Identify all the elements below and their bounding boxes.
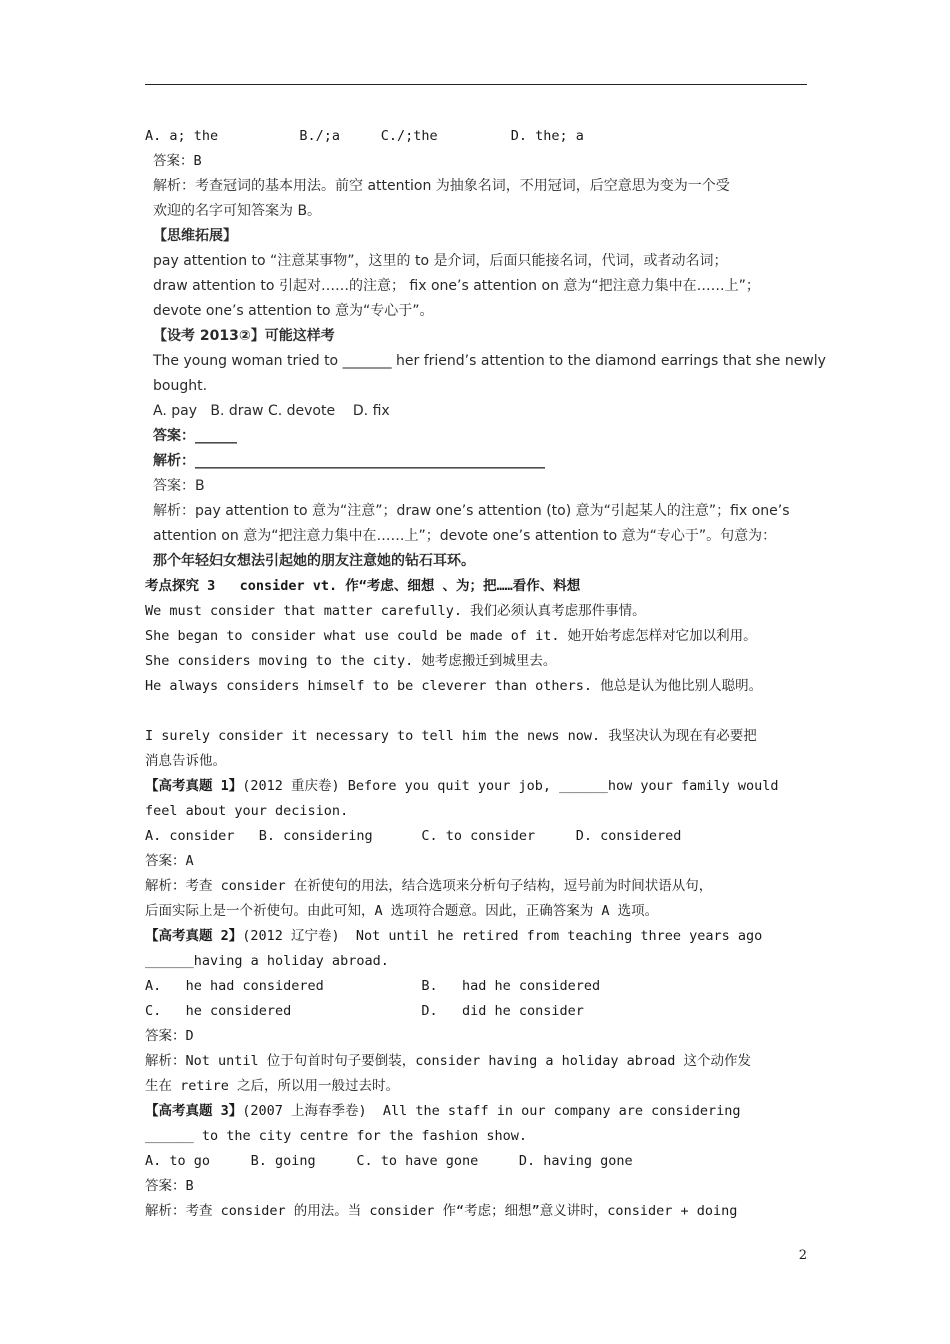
analysis-line: 解析：考查冠词的基本用法。前空 attention 为抽象名词，不用冠词，后空意思为变为一个受 [153, 178, 730, 194]
example-sentence: 消息告诉他。 [145, 753, 226, 769]
answer-line: 答案：B [153, 153, 202, 169]
answer-options: C. he considered D. did he consider [145, 1003, 584, 1019]
exam-question-label: 【高考真题 3】 [145, 1103, 243, 1119]
example-sentence: He always considers himself to be cleverer than others. 他总是认为他比别人聪明。 [145, 678, 763, 694]
analysis-blank: 解析：__________________________________________________ [153, 453, 545, 469]
blank-line [145, 699, 810, 724]
exam-question-text: (2007 上海春季卷) All the staff in our company are considering [242, 1103, 741, 1119]
analysis-line: 解析：考查 consider 在祈使句的用法，结合选项来分析句子结构，逗号前为时间状语从句， [145, 878, 713, 894]
example-sentence: I surely consider it necessary to tell him the news now. 我坚决认为现在有必要把 [145, 728, 757, 744]
exam-question-text: (2012 重庆卷) Before you quit your job, ______how your family would [242, 778, 779, 794]
extension-line: devote one’s attention to 意为“专心于”。 [153, 303, 434, 319]
exam-question [145, 924, 810, 949]
example-sentence: We must consider that matter carefully. 我们必须认真考虑那件事情。 [145, 603, 646, 619]
example-sentence: She began to consider what use could be made of it. 她开始考虑怎样对它加以利用。 [145, 628, 757, 644]
answer-options: A. pay B. draw C. devote D. fix [153, 403, 390, 419]
analysis-line: 解析：pay attention to 意为“注意”；draw one’s attention (to) 意为“引起某人的注意”；fix one’s [153, 503, 790, 519]
example-sentence: She considers moving to the city. 她考虑搬迁到城里去。 [145, 653, 557, 669]
section-heading: 【设考 2013②】可能这样考 [153, 328, 335, 344]
section-heading: 【思维拓展】 [153, 228, 237, 244]
question-line: The young woman tried to _______ her friend’s attention to the diamond earrings that she newly [153, 353, 826, 369]
section-heading: 考点探究 3 consider vt. 作“考虑、细想 、为；把……看作、料想 [145, 578, 581, 594]
extension-line: pay attention to “注意某事物”，这里的 to 是介词，后面只能接名词，代词，或者动名词； [153, 253, 728, 269]
answer-line: 答案：B [145, 1178, 194, 1194]
analysis-line: 生在 retire 之后，所以用一般过去时。 [145, 1078, 400, 1094]
question-line: bought. [153, 378, 208, 394]
page-number: 2 [798, 1248, 807, 1263]
exam-question-text: (2012 辽宁卷) Not until he retired from teaching three years ago [242, 928, 763, 944]
answer-line: 答案：A [145, 853, 194, 869]
exam-question-text: ______ to the city centre for the fashion show. [145, 1128, 528, 1144]
document-body [145, 124, 826, 1224]
answer-options: A. consider B. considering C. to consider D. considered [145, 828, 682, 844]
exam-question-text: feel about your decision. [145, 803, 349, 819]
header-rule [145, 84, 807, 85]
answer-options: A. to go B. going C. to have gone D. having gone [145, 1153, 633, 1169]
exam-question-text: ______having a holiday abroad. [145, 953, 389, 969]
answer-blank: 答案：______ [153, 428, 237, 444]
answer-line: 答案：B [153, 478, 205, 494]
analysis-line: 欢迎的名字可知答案为 B。 [153, 203, 322, 219]
analysis-line: 解析：Not until 位于句首时句子要倒装，consider having a holiday abroad 这个动作发 [145, 1053, 751, 1069]
exam-question [145, 774, 810, 799]
analysis-line: 那个年轻妇女想法引起她的朋友注意她的钻石耳环。 [153, 553, 475, 569]
answer-options: A. he had considered B. had he considered [145, 978, 601, 994]
exam-question-label: 【高考真题 2】 [145, 928, 243, 944]
answer-line: 答案：D [145, 1028, 194, 1044]
exam-question [145, 1099, 810, 1124]
exam-question-label: 【高考真题 1】 [145, 778, 243, 794]
analysis-line: attention on 意为“把注意力集中在……上”；devote one’s attention to 意为“专心于”。句意为： [153, 528, 777, 544]
analysis-line: 后面实际上是一个祈使句。由此可知，A 选项符合题意。因此，正确答案为 A 选项。 [145, 903, 659, 919]
extension-line: draw attention to 引起对……的注意； fix one’s attention on 意为“把注意力集中在……上”； [153, 278, 760, 294]
answer-options: A. a; the B./;a C./;the D. the; a [145, 128, 584, 144]
analysis-line: 解析：考查 consider 的用法。当 consider 作“考虑；细想”意义讲时，consider + doing [145, 1203, 738, 1219]
